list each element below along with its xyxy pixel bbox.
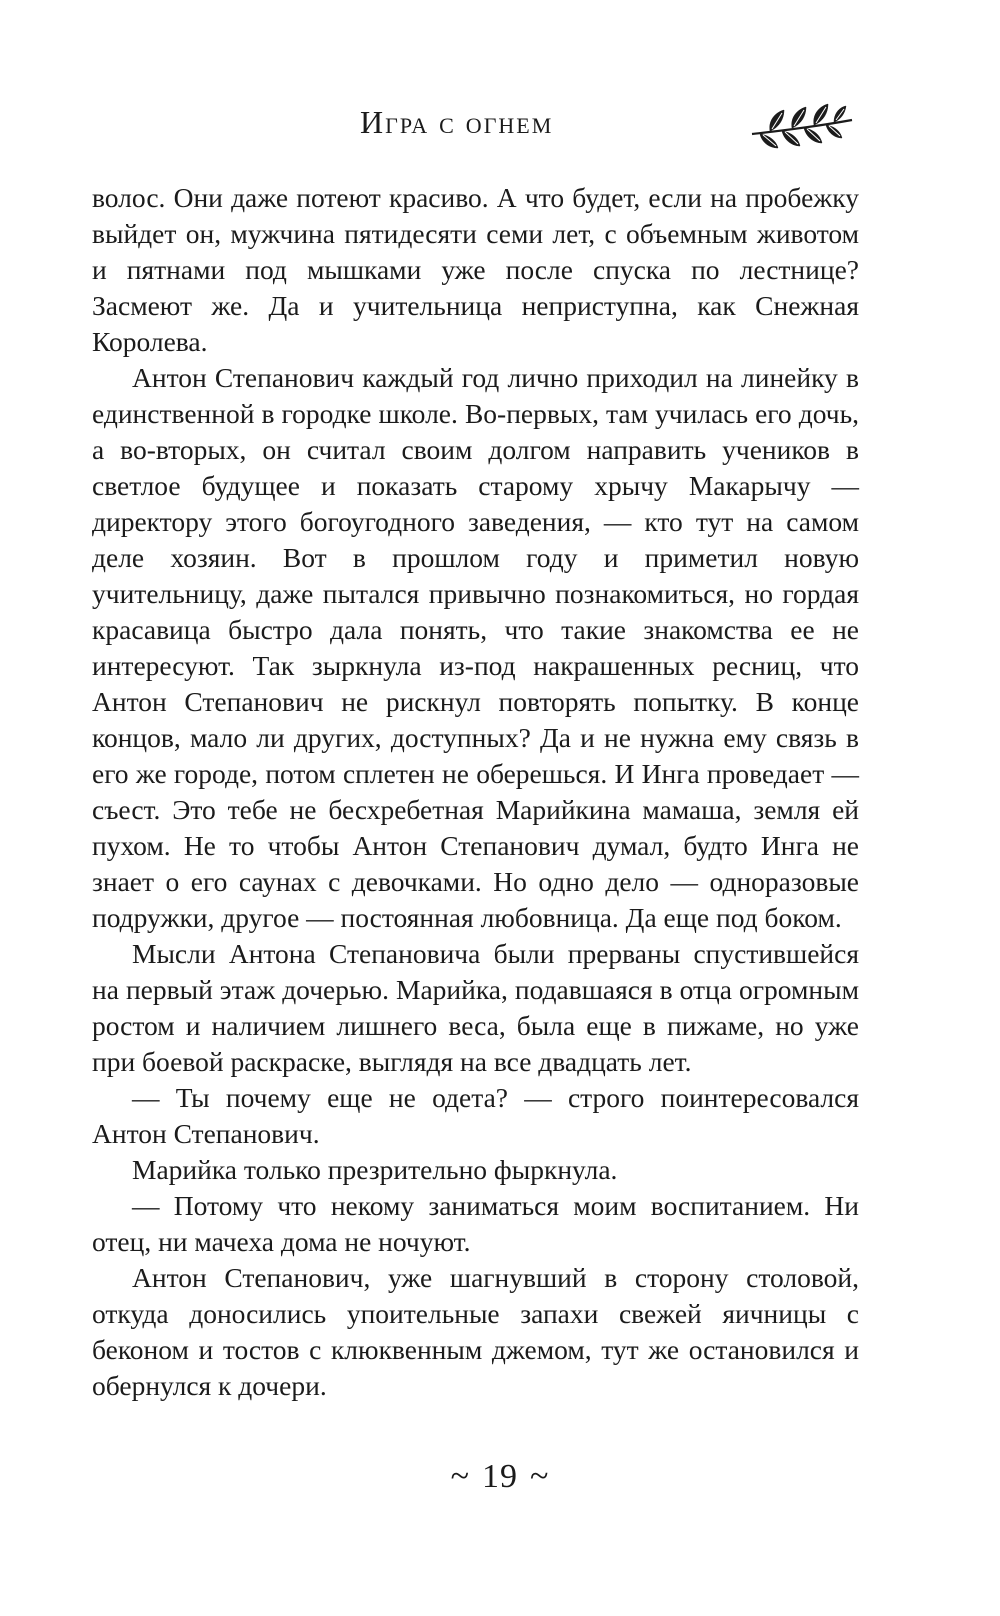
- body-text: [92, 180, 859, 1404]
- laurel-branch-icon: [748, 98, 858, 154]
- paragraph-continuation: волос. Они даже потеют красиво. А что будет, если на пробежку выйдет он, мужчина пятидесяти семи лет, с объемным животом и пятнами под мышками уже после спуска по лестнице? Засмеют же. Да и учительница неприступна, как Снежная Королева.: [92, 182, 859, 357]
- running-title: Игра с огнем: [360, 104, 554, 140]
- dialogue-paragraph: — Потому что некому заниматься моим воспитанием. Ни отец, ни мачеха дома не ночуют.: [92, 1190, 859, 1257]
- paragraph: Мысли Антона Степановича были прерваны спустившейся на первый этаж дочерью. Марийка, подавшаяся в отца огромным ростом и наличием лишнего веса, была еще в пижаме, но уже при боевой раскраске, выглядя на все двадцать лет.: [92, 938, 859, 1077]
- running-head: [0, 98, 1000, 158]
- page-number: 19: [482, 1458, 518, 1495]
- page-number-footer: [0, 1458, 1000, 1496]
- tilde-right: ~: [530, 1458, 550, 1495]
- paragraph: Марийка только презрительно фыркнула.: [132, 1154, 618, 1185]
- dialogue-paragraph: — Ты почему еще не одета? — строго поинтересовался Антон Степанович.: [92, 1082, 859, 1149]
- paragraph: Антон Степанович каждый год лично приходил на линейку в единственной в городке школе. Во-первых, там училась его дочь, а во-вторых, он считал своим долгом направить учеников в светлое будущее и показать старому хрычу Макарычу — директору этого богоугодного заведения, — кто тут на самом деле хозяин. Вот в прошлом году и приметил новую учительницу, даже пытался привычно познакомиться, но гордая красавица быстро дала понять, что такие знакомства ее не интересуют. Так зыркнула из-под накрашенных ресниц, что Антон Степанович не рискнул повторять попытку. В конце концов, мало ли других, доступных? Да и не нужна ему связь в его же городе, потом сплетен не оберешься. И Инга проведает — съест. Это тебе не бесхребетная Марийкина мамаша, земля ей пухом. Не то чтобы Антон Степанович думал, будто Инга не знает о его саунах с девочками. Но одно дело — одноразовые подружки, другое — постоянная любовница. Да еще под боком.: [92, 362, 859, 933]
- tilde-left: ~: [450, 1458, 470, 1495]
- paragraph: Антон Степанович, уже шагнувший в сторону столовой, откуда доносились упоительные запахи свежей яичницы с беконом и тостов с клюквенным джемом, тут же остановился и обернулся к дочери.: [92, 1262, 859, 1401]
